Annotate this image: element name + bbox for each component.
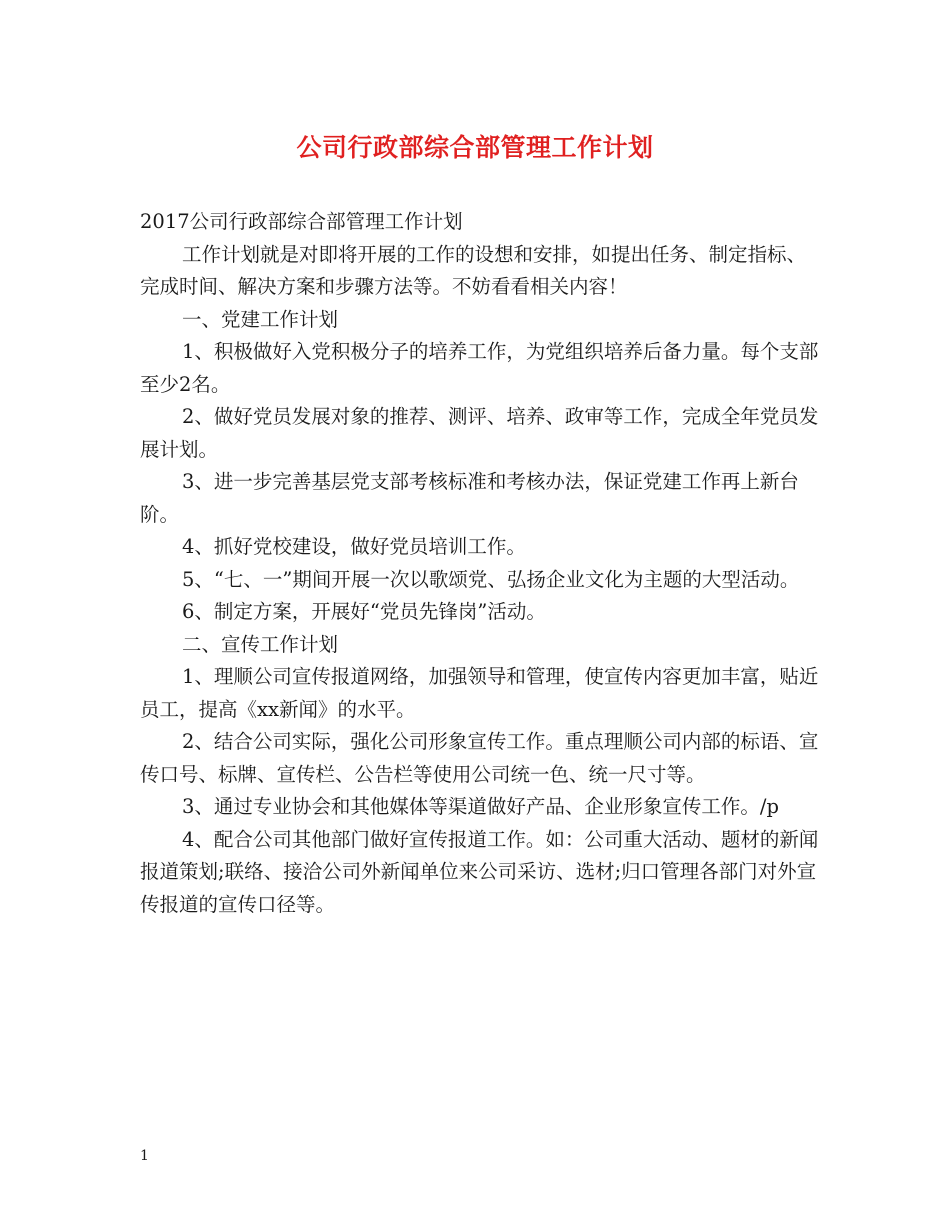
paragraph: 6、制定方案，开展好“党员先锋岗”活动。 [182,600,546,623]
page-number: 1 [140,1148,149,1164]
paragraph: 工作计划就是对即将开展的工作的设想和安排，如提出任务、制定指标、完成时间、解决方案和步骤方法等。不妨看看相关内容！ [140,242,807,298]
paragraph: 2017公司行政部综合部管理工作计划 [140,210,463,233]
paragraph: 3、通过专业协会和其他媒体等渠道做好产品、企业形象宣传工作。/p [182,795,779,818]
document-body [140,206,820,921]
section-heading: 一、党建工作计划 [182,307,339,331]
section-heading: 二、宣传工作计划 [182,632,339,656]
paragraph: 5、“七、一”期间开展一次以歌颂党、弘扬企业文化为主题的大型活动。 [182,567,800,591]
document-title: 公司行政部综合部管理工作计划 [296,133,654,162]
paragraph: 2、做好党员发展对象的推荐、测评、培养、政审等工作，完成全年党员发展计划。 [140,405,819,461]
paragraph: 4、配合公司其他部门做好宣传报道工作。如：公司重大活动、题材的新闻报道策划;联络、接洽公司外新闻单位来公司采访、选材;归口管理各部门对外宣传报道的宣传口径等。 [140,827,819,916]
paragraph: 2、结合公司实际，强化公司形象宣传工作。重点理顺公司内部的标语、宣传口号、标牌、宣传栏、公告栏等使用公司统一色、统一尺寸等。 [140,730,819,786]
paragraph: 4、抓好党校建设，做好党员培训工作。 [182,535,526,558]
paragraph: 1、理顺公司宣传报道网络，加强领导和管理，使宣传内容更加丰富，贴近员工，提高《xx新闻》的水平。 [140,665,819,721]
paragraph: 1、积极做好入党积极分子的培养工作，为党组织培养后备力量。每个支部至少2名。 [140,340,819,396]
paragraph: 3、进一步完善基层党支部考核标准和考核办法，保证党建工作再上新台阶。 [140,470,799,526]
